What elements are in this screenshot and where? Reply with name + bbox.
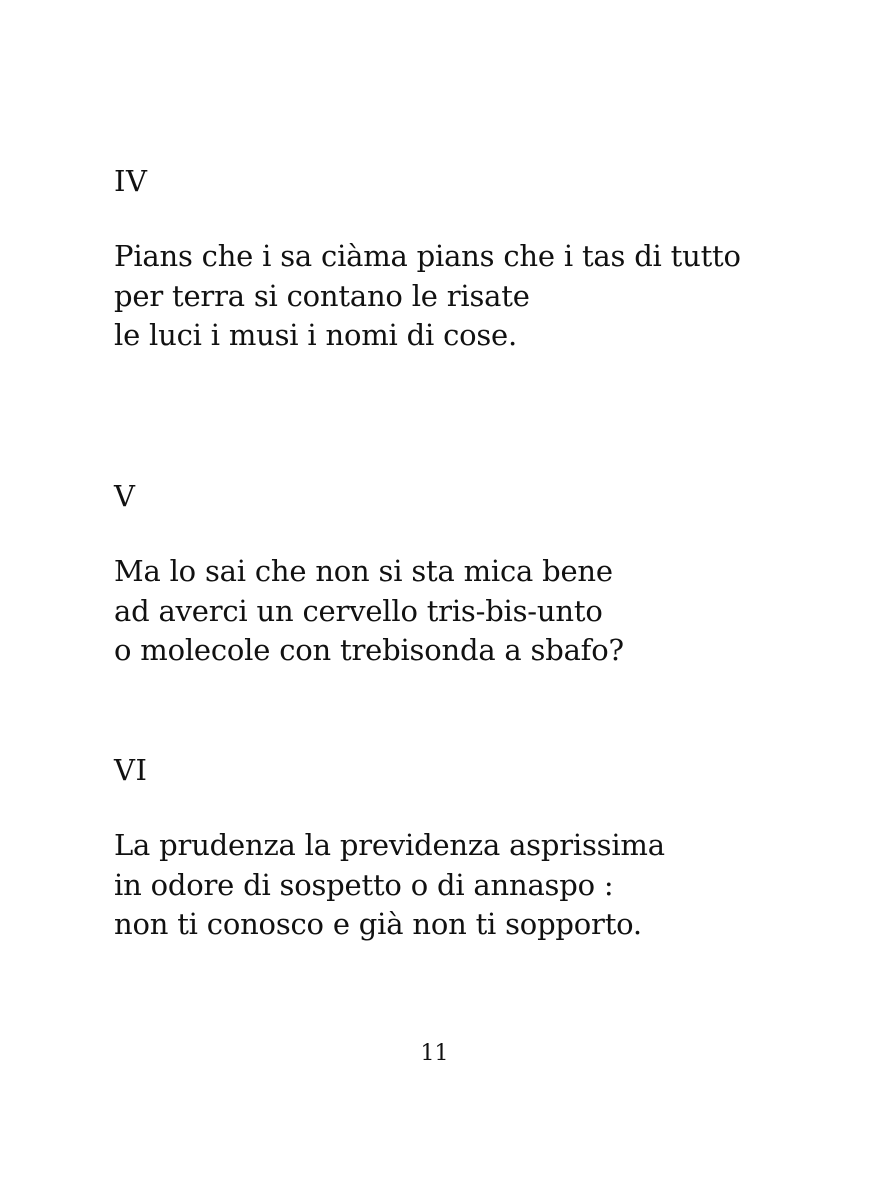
section-heading-iv: IV [114,164,148,198]
verse-line: La prudenza la previdenza asprissima [114,828,665,862]
verse-line: le luci i musi i nomi di cose. [114,318,518,352]
section-heading-v: V [114,479,136,513]
stanza-v [114,552,624,671]
stanza-vi [114,826,665,945]
stanza-iv [114,237,741,356]
verse-line: non ti conosco e già non ti sopporto. [114,907,642,941]
section-heading-vi: VI [114,753,148,787]
verse-line: per terra si contano le risate [114,278,530,313]
page-number: 11 [420,1041,449,1066]
verse-line: in odore di sospetto o di annaspo : [114,867,614,902]
verse-line: o molecole con trebisonda a sbafo? [114,633,624,667]
verse-line: ad averci un cervello tris-bis-unto [114,593,603,628]
verse-line: Ma lo sai che non si sta mica bene [114,554,613,588]
verse-line: Pians che i sa ciàma pians che i tas di tutto [114,239,741,273]
